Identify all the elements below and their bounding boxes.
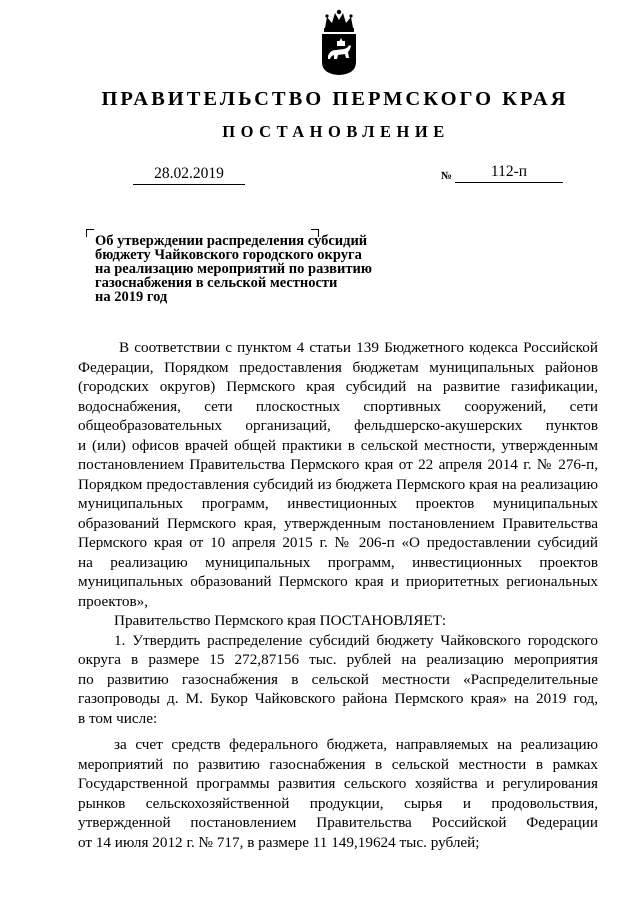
subject-line: Об утверждении распределения субсидий bbox=[95, 233, 368, 249]
document-type: ПОСТАНОВЛЕНИЕ bbox=[222, 122, 450, 141]
text-line: за счет средств федерального бюджета, направляемых на реализацию bbox=[114, 736, 598, 753]
text-line: Порядком предоставления субсидий из бюджета Пермского края на реализацию bbox=[78, 475, 598, 493]
text-line: округа в размере 15 272,87156 тыс. рублей на реализацию мероприятия bbox=[78, 651, 598, 668]
text-line: проектов», bbox=[78, 592, 149, 610]
text-line: (городских округов) Пермского края субсидий на развитие газификации, bbox=[78, 378, 598, 395]
preamble-paragraph bbox=[78, 338, 598, 611]
subject-corner-left bbox=[86, 229, 94, 237]
subject-line: газоснабжения в сельской местности bbox=[95, 275, 338, 291]
text-line: Федерации, Порядком предоставления бюджетам муниципальных районов bbox=[78, 358, 598, 376]
document-body bbox=[78, 338, 598, 852]
text-line: по развитию газоснабжения в сельской местности «Распределительные bbox=[78, 670, 598, 688]
text-line: на реализацию муниципальных программ, инвестиционных проектов bbox=[78, 553, 598, 571]
subject-line: бюджету Чайковского городского округа bbox=[95, 247, 362, 263]
text-line: В соответствии с пунктом 4 статьи 139 Бюджетного кодекса Российской bbox=[119, 339, 598, 356]
text-line: водоснабжения, сети плоскостных спортивных сооружений, сети bbox=[78, 397, 598, 415]
subject-line: на реализацию мероприятий по развитию bbox=[95, 261, 372, 277]
text-line: Государственной программы развития сельского хозяйства и регулирования bbox=[78, 775, 598, 792]
subject-line: на 2019 год bbox=[95, 289, 168, 305]
number-sign: № bbox=[441, 170, 453, 182]
document-subject bbox=[95, 234, 425, 304]
paragraph-gap bbox=[78, 728, 598, 735]
text-line: 1. Утвердить распределение субсидий бюджету Чайковского городского bbox=[114, 631, 598, 649]
text-line: муниципальных программ, инвестиционных проектов муниципальных bbox=[78, 495, 598, 512]
item-1-paragraph bbox=[78, 631, 598, 729]
text-line: и (или) офисов врачей общей практики в сельской местности, утвержденным bbox=[78, 436, 598, 454]
text-line: рынков сельскохозяйственной продукции, сырья и продовольствия, bbox=[78, 794, 598, 812]
text-line: от 14 июля 2012 г. № 717, в размере 11 149,19624 тыс. рублей; bbox=[78, 833, 480, 851]
text-line: в том числе: bbox=[78, 709, 158, 727]
text-line: мероприятий по развитию газоснабжения в сельской местности в рамках bbox=[78, 755, 598, 773]
text-line: постановлением Правительства Пермского края от 22 апреля 2014 г. № 276-п, bbox=[78, 456, 598, 473]
government-title: ПРАВИТЕЛЬСТВО ПЕРМСКОГО КРАЯ bbox=[101, 88, 569, 110]
item-1-subparagraph bbox=[78, 735, 598, 852]
resolves-line: Правительство Пермского края ПОСТАНОВЛЯЕТ: bbox=[114, 612, 447, 629]
text-line: общеобразовательных организаций, фельдшерско-акушерских пунктов bbox=[78, 417, 598, 434]
text-line: Пермского края от 10 апреля 2015 г. № 206-п «О предоставлении субсидий bbox=[78, 534, 598, 551]
text-line: муниципальных образований Пермского края и приоритетных региональных bbox=[78, 573, 598, 590]
coat-of-arms-icon bbox=[318, 8, 360, 76]
text-line: утвержденной постановлением Правительства Российской Федерации bbox=[78, 814, 598, 831]
document-date: 28.02.2019 bbox=[133, 165, 245, 185]
text-line: газопроводы д. М. Букор Чайковского района Пермского края» на 2019 год, bbox=[78, 690, 598, 707]
text-line: образований Пермского края, утвержденным постановлением Правительства bbox=[78, 514, 598, 532]
document-number: 112-п bbox=[455, 163, 563, 183]
